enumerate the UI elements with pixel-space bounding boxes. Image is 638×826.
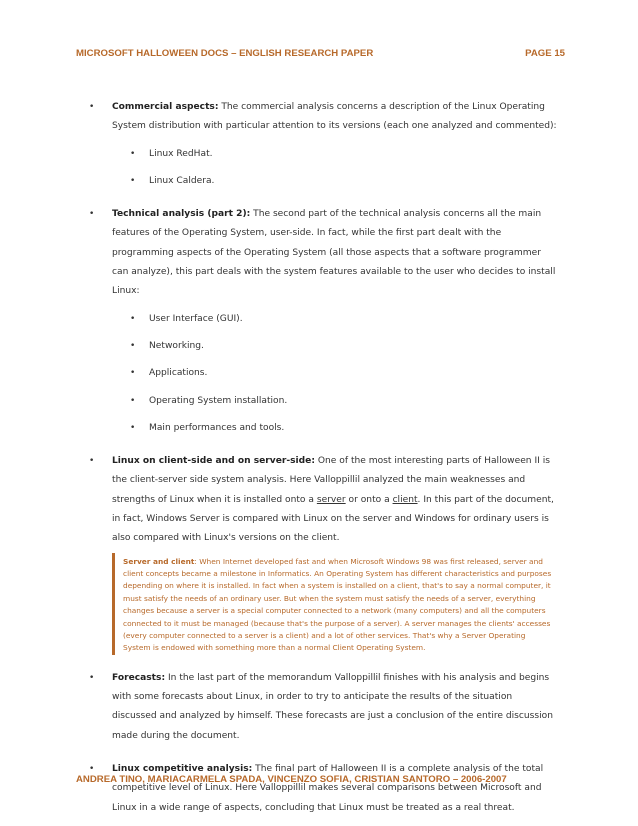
header-title: MICROSOFT HALLOWEEN DOCS – ENGLISH RESEARCH PAPER [76,48,374,59]
item-title: Linux competitive analysis: [112,764,253,775]
list-item-competitive [88,760,558,818]
sub-item: • Operating System installation. [88,392,558,411]
client-link[interactable]: client [392,494,418,505]
item-title: Technical analysis (part 2): [112,209,251,220]
list-item-technical [88,205,558,301]
bullet-icon: • [89,102,95,112]
sub-item: • Networking. [88,337,558,356]
item-text: In the last part of the memorandum Valloppillil finishes with his analysis and begins with some forecasts about Linux, in order to try to anticipate the results of the situation discussed and analyzed by himself. These forecasts are just a conclusion of the entire discussion made during the document. [112,672,554,741]
sub-item: • Main performances and tools. [88,419,558,438]
sub-item: • User Interface (GUI). [88,310,558,329]
sub-item: • Linux Caldera. [88,172,558,191]
bullet-icon: • [130,175,136,186]
bullet-icon: • [130,148,136,159]
item-title: Commercial aspects: [112,102,219,112]
server-client-note [112,553,559,655]
page-number: PAGE 15 [525,48,565,59]
bullet-icon: • [89,672,95,683]
item-title: Forecasts: [112,672,166,683]
bullet-icon: • [130,422,136,433]
bullet-icon: • [130,313,136,324]
bullet-icon: • [130,368,136,379]
item-title: Linux on client-side and on server-side: [112,456,315,467]
page-header [76,48,565,59]
list-item-commercial [88,98,558,137]
list-item-forecasts [88,669,558,746]
sub-item: • Linux RedHat. [88,145,558,164]
bullet-icon: • [89,456,95,467]
document-body [88,98,558,818]
list-item-client-server: • Linux on client-side and on server-side: One of the most interesting parts of Halloween II is the client-server side system analysis. Here Valloppillil analyzed the main weaknesses and strengths of Linux when it is installed onto a server or onto a client. In this part of the document, in fact, Windows Server is compared with Linux on the server and Windows for ordinary users is also compared with Linux's versions on the client. [88,452,558,548]
bullet-icon: • [89,209,95,220]
item-text: The final part of Halloween II is a complete analysis of the total competitive level of Linux. Here Valloppillil makes several comparisons between Microsoft and Linux in a wide range of aspects, concluding that Linux must be treated as a real threat. [112,764,544,813]
bullet-icon: • [130,340,136,351]
item-text: The commercial analysis concerns a description of the Linux Operating System distribution with particular attention to its versions (each one analyzed and commented): [112,102,557,132]
page-footer: ANDREA TINO, MARIACARMELA SPADA, VINCENZO SOFIA, CRISTIAN SANTORO – 2006-2007 [76,774,507,785]
note-title: Server and client [123,556,195,566]
bullet-icon: • [130,395,136,406]
bullet-icon: • [89,764,95,775]
server-link[interactable]: server [316,494,346,505]
item-text: The second part of the technical analysis concerns all the main features of the Operating System, user-side. In fact, while the first part dealt with the programming aspects of the Operating System (all those aspects that a software programmer can analyze), this part deals with the system features available to the user who decides to install Linux: [112,209,556,297]
note-text: : When Internet developed fast and when Microsoft Windows 98 was first released, server and client concepts became a milestone in Informatics. An Operating System has different characteristics and purposes depending on where it is installed. In fact when a system is installed on a client, that's to say a normal computer, it must satisfy the needs of an ordinary user. But when the system must satisfy the needs of a server, everything changes because a server is a special computer connected to a network (many computers) and all the computers connected to it must be managed (because that's the purpose of a server). A server manages the clients' accesses (every computer connected to a server is a client) and a lot of other services. That's why a Server Operating System is endowed with something more than a normal Client Operating System. [123,556,552,653]
sub-item: • Applications. [88,364,558,383]
